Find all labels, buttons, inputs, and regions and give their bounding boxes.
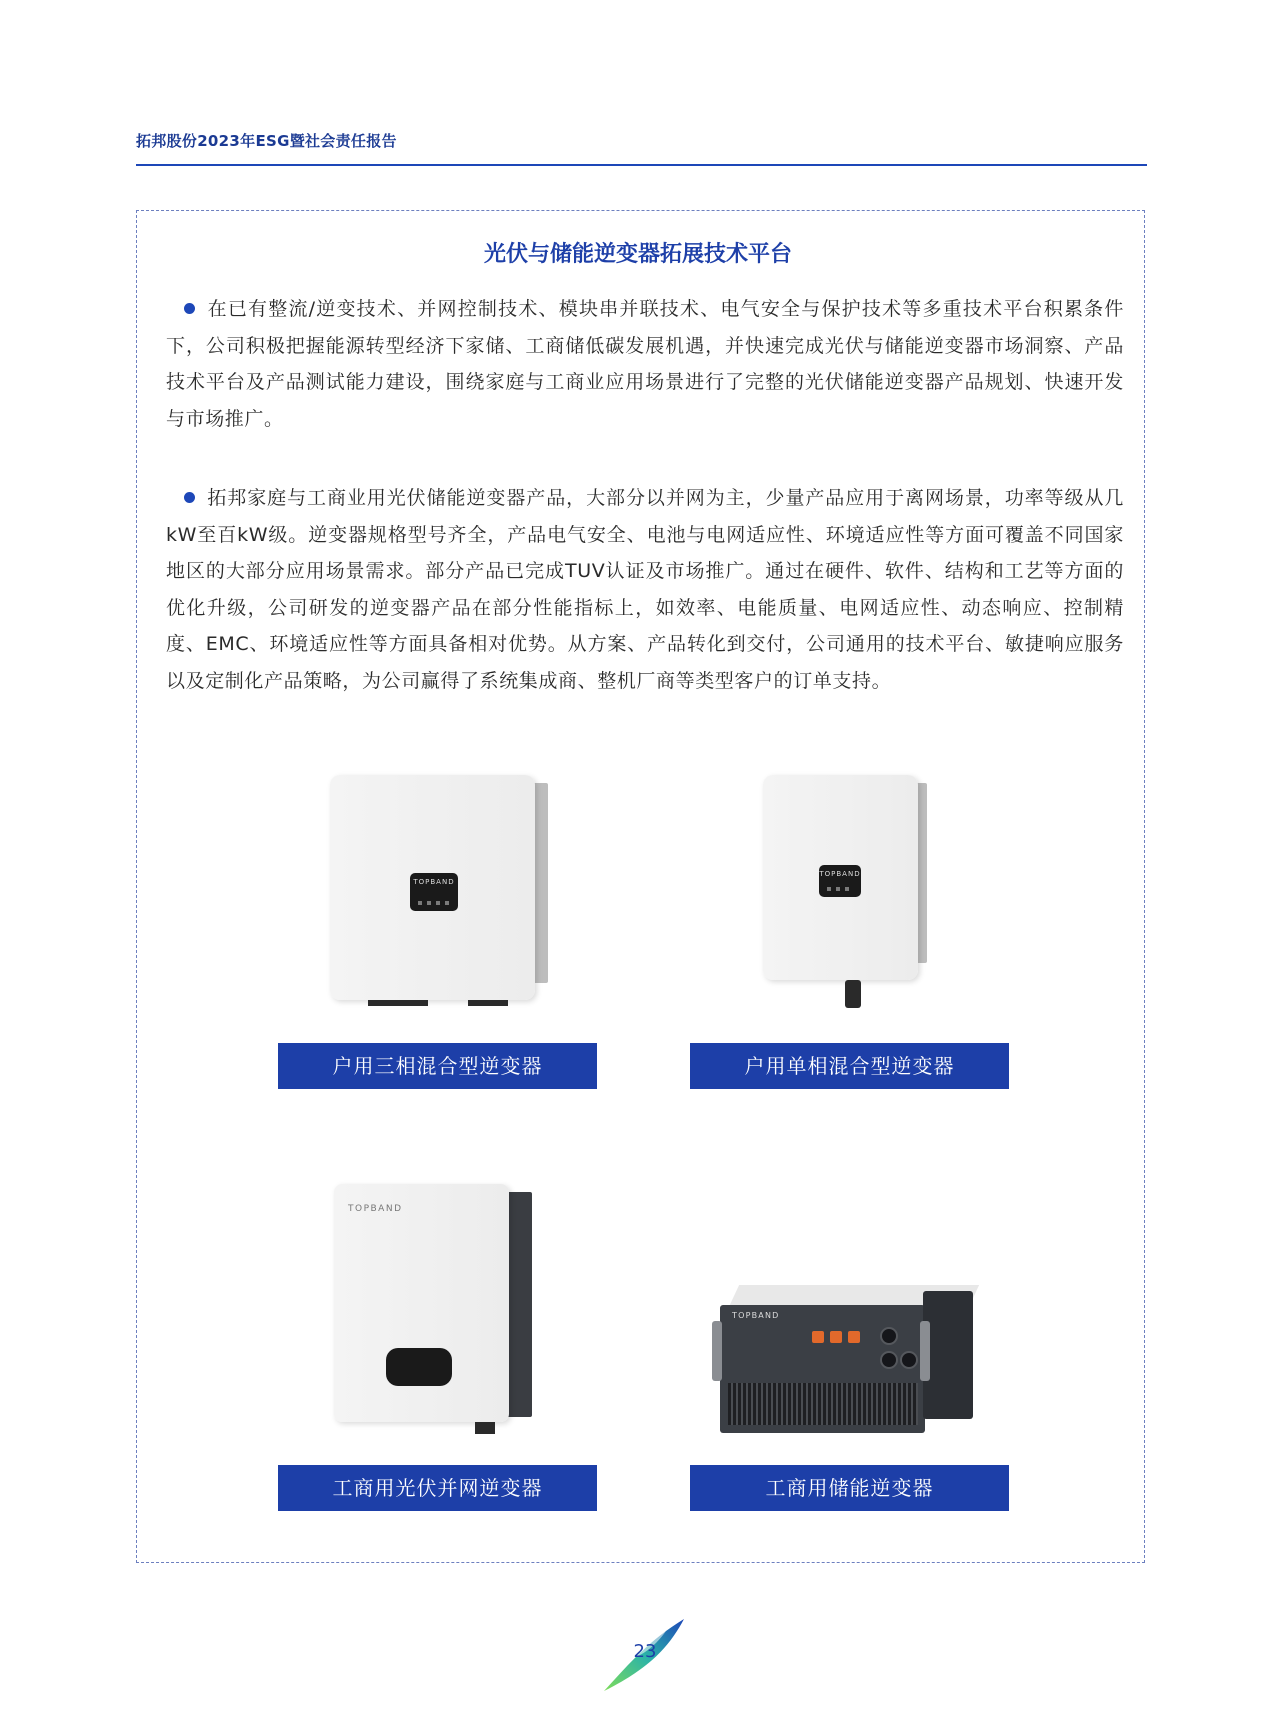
paragraph-2 bbox=[166, 480, 1124, 699]
orange-connector bbox=[830, 1331, 842, 1343]
page-number: 23 bbox=[633, 1641, 657, 1662]
report-header-title: 拓邦股份2023年ESG暨社会责任报告 bbox=[136, 132, 397, 150]
paragraph-1 bbox=[166, 291, 1124, 437]
inverter-connectors bbox=[368, 1000, 428, 1006]
orange-connector bbox=[848, 1331, 860, 1343]
rack-handle bbox=[712, 1321, 722, 1381]
bullet-icon bbox=[184, 492, 195, 503]
indicator-lights bbox=[418, 901, 450, 905]
orange-connector bbox=[812, 1331, 824, 1343]
paragraph-1-text: 在已有整流/逆变技术、并网控制技术、模块串并联技术、电气安全与保护技术等多重技术平台积累条件下，公司积极把握能源转型经济下家储、工商储低碳发展机遇，并快速完成光伏与储能逆变器市场洞察、产品技术平台及产品测试能力建设，围绕家庭与工商业应用场景进行了完整的光伏储能逆变器产品规划、快速开发与市场推广。 bbox=[166, 298, 1124, 430]
indicator-lights bbox=[827, 887, 853, 891]
inverter-cable-gland bbox=[845, 980, 861, 1008]
inverter-brand-text: TOPBAND bbox=[348, 1204, 403, 1214]
inverter-brand-text: TOPBAND bbox=[819, 870, 861, 878]
round-connector bbox=[880, 1327, 898, 1345]
inverter-display bbox=[819, 865, 861, 897]
inverter-brand-text: TOPBAND bbox=[732, 1311, 780, 1320]
product-label-3: 工商用光伏并网逆变器 bbox=[278, 1465, 597, 1511]
inverter-connectors bbox=[475, 1422, 495, 1434]
rack-side-panel bbox=[923, 1291, 973, 1419]
inverter-display bbox=[386, 1348, 452, 1386]
product-commercial-grid-tied bbox=[330, 1180, 540, 1445]
product-single-phase-hybrid bbox=[755, 765, 935, 1025]
round-connector bbox=[880, 1351, 898, 1369]
inverter-image bbox=[334, 1184, 509, 1422]
paragraph-2-text: 拓邦家庭与工商业用光伏储能逆变器产品，大部分以并网为主，少量产品应用于离网场景，功率等级从几kW至百kW级。逆变器规格型号齐全，产品电气安全、电池与电网适应性、环境适应性等方面可覆盖不同国家地区的大部分应用场景需求。部分产品已完成TUV认证及市场推广。通过在硬件、软件、结构和工艺等方面的优化升级，公司研发的逆变器产品在部分性能指标上，如效率、电能质量、电网适应性、动态响应、控制精度、EMC、环境适应性等方面具备相对优势。从方案、产品转化到交付，公司通用的技术平台、敏捷响应服务以及定制化产品策略，为公司赢得了系统集成商、整机厂商等类型客户的订单支持。 bbox=[166, 487, 1124, 692]
product-label-1: 户用三相混合型逆变器 bbox=[278, 1043, 597, 1089]
round-connector bbox=[900, 1351, 918, 1369]
product-three-phase-hybrid bbox=[320, 765, 550, 1015]
product-label-4: 工商用储能逆变器 bbox=[690, 1465, 1009, 1511]
bullet-icon bbox=[184, 303, 195, 314]
product-label-2: 户用单相混合型逆变器 bbox=[690, 1043, 1009, 1089]
inverter-display bbox=[410, 873, 458, 911]
product-commercial-storage bbox=[720, 1285, 980, 1435]
rack-handle bbox=[920, 1321, 930, 1381]
rack-vent-grill bbox=[728, 1383, 918, 1425]
section-title: 光伏与储能逆变器拓展技术平台 bbox=[483, 242, 792, 267]
header-divider bbox=[136, 164, 1147, 166]
inverter-brand-text: TOPBAND bbox=[413, 878, 455, 886]
inverter-connectors bbox=[468, 1000, 508, 1006]
